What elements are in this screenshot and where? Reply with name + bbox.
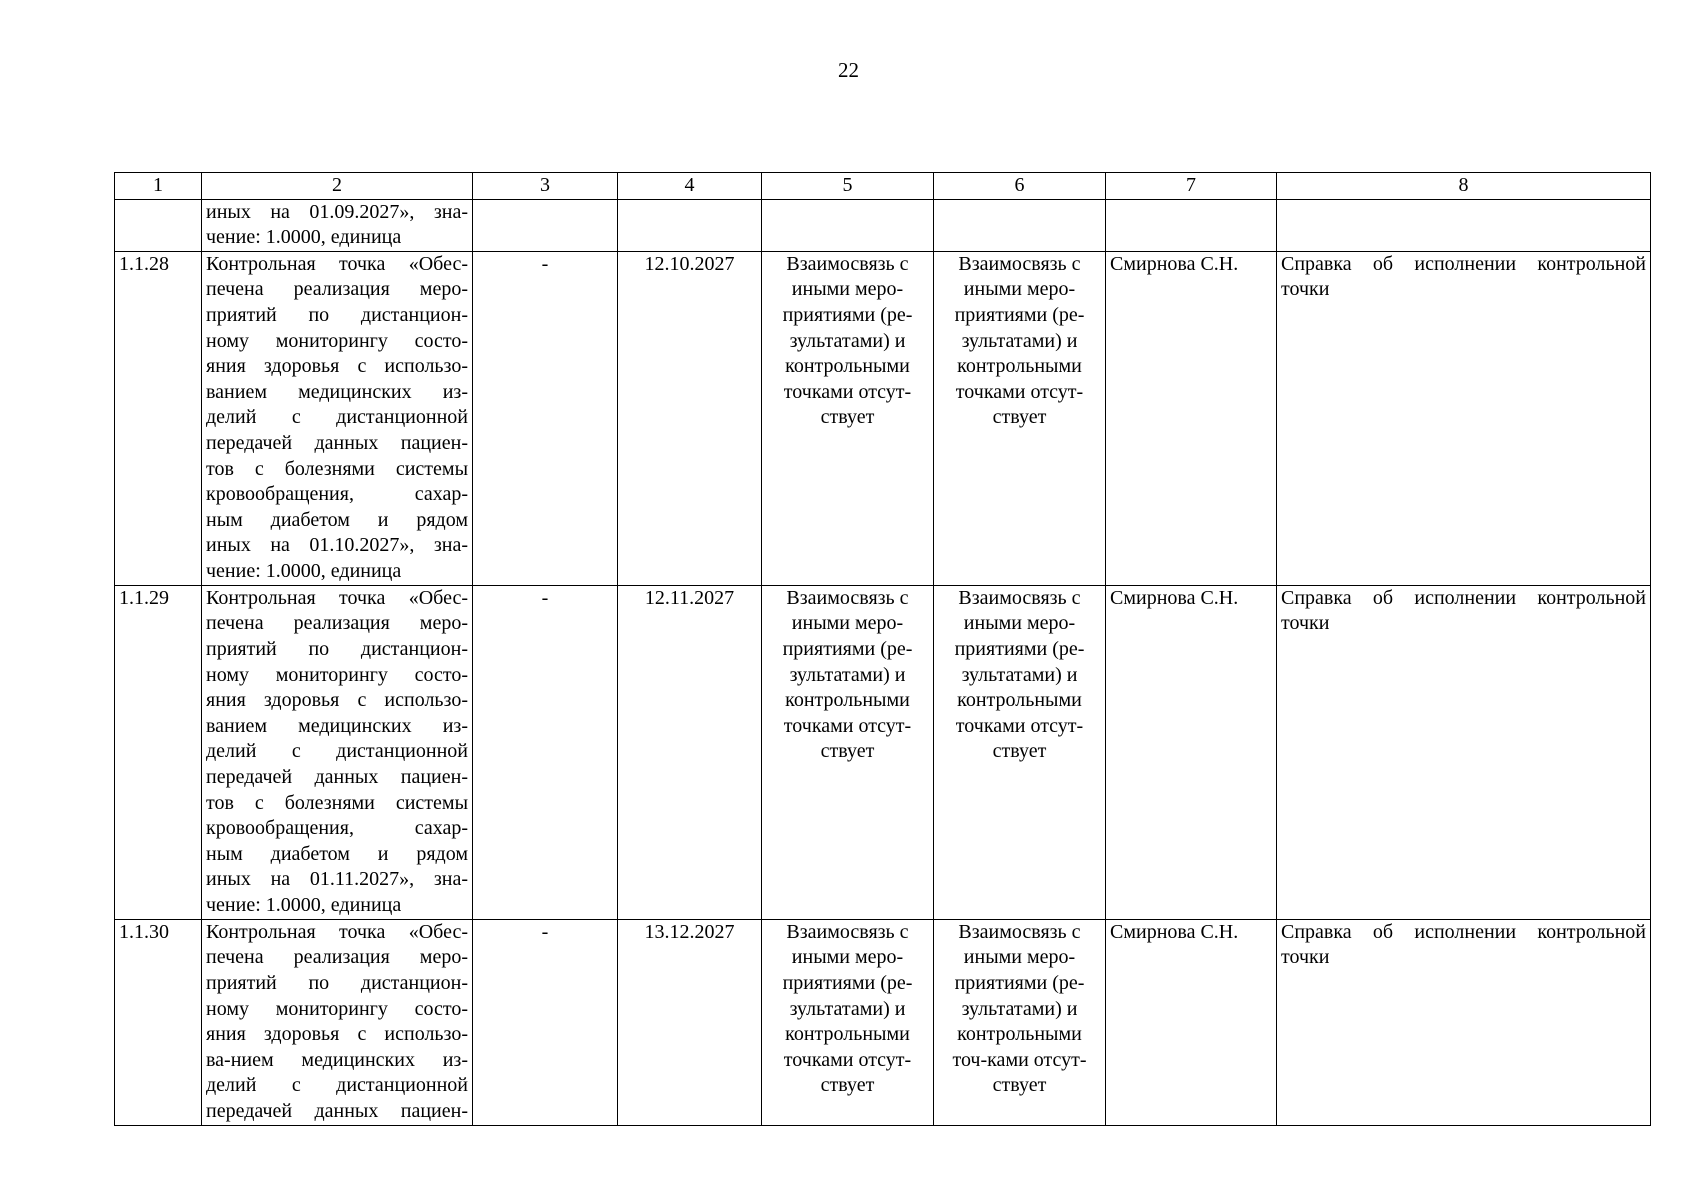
text-line: зультатами) и — [961, 329, 1078, 352]
header-col-5: 5 — [762, 173, 934, 200]
text-line: приятиями (ре- — [954, 637, 1085, 660]
text-line: приятий по дистанцион- — [206, 971, 468, 994]
text-line: контрольными — [785, 355, 910, 378]
cell-relation-1 — [762, 919, 934, 1125]
text-line: ствует — [992, 406, 1047, 429]
text-line: ствует — [820, 1074, 875, 1097]
text-line: Справка об исполнении контрольной — [1281, 586, 1646, 609]
header-row — [115, 173, 1651, 200]
text-line: приятий по дистанцион- — [206, 637, 468, 660]
text-line: зультатами) и — [789, 329, 906, 352]
text-line: ному мониторингу состо- — [206, 663, 468, 686]
text-line: яния здоровья с использо- — [206, 355, 468, 378]
cell-col8 — [1277, 199, 1651, 251]
text-line: иных на 01.11.2027», зна- — [206, 868, 468, 891]
text-line: точками отсут- — [783, 714, 912, 737]
text-line: ным диабетом и рядом — [206, 508, 468, 531]
text-line: тов с болезнями системы — [206, 457, 468, 480]
text-line: зультатами) и — [961, 663, 1078, 686]
header-col-2: 2 — [202, 173, 473, 200]
table-row — [115, 585, 1651, 919]
text-line: Взаимосвязь с — [958, 586, 1081, 609]
text-line: Справка об исполнении контрольной — [1281, 920, 1646, 943]
cell-relation-2 — [934, 919, 1106, 1125]
header-col-3: 3 — [473, 173, 618, 200]
text-line: делий с дистанционной — [206, 740, 468, 763]
text-line: передачей данных пациен- — [206, 431, 468, 454]
page-number: 22 — [838, 58, 859, 82]
cell-col3: - — [473, 585, 618, 919]
text-line: яния здоровья с использо- — [206, 1023, 468, 1046]
text-line: печена реализация меро- — [206, 278, 468, 301]
text-line: чение: 1.0000, единица — [206, 226, 402, 249]
text-line: зультатами) и — [961, 997, 1078, 1020]
cell-col3 — [473, 199, 618, 251]
cell-description — [202, 919, 473, 1125]
cell-col4 — [618, 199, 762, 251]
text-line: зультатами) и — [789, 663, 906, 686]
text-line: иными меро- — [791, 612, 904, 635]
text-line: ному мониторингу состо- — [206, 997, 468, 1020]
header-col-6: 6 — [934, 173, 1106, 200]
text-line: иными меро- — [791, 946, 904, 969]
text-line: приятиями (ре- — [782, 637, 913, 660]
table-row-continuation — [115, 199, 1651, 251]
text-line: точками отсут- — [783, 1048, 912, 1071]
cell-date: 12.11.2027 — [618, 585, 762, 919]
text-line: печена реализация меро- — [206, 946, 468, 969]
text-line: приятиями (ре- — [782, 303, 913, 326]
text-line: яния здоровья с использо- — [206, 689, 468, 712]
text-line: ствует — [820, 406, 875, 429]
text-line: ствует — [992, 740, 1047, 763]
text-line: Контрольная точка «Обес- — [206, 586, 468, 609]
cell-responsible: Смирнова С.Н. — [1106, 919, 1277, 1125]
text-line: ствует — [992, 1074, 1047, 1097]
text-line: иными меро- — [963, 278, 1076, 301]
header-col-7: 7 — [1106, 173, 1277, 200]
cell-num — [115, 199, 202, 251]
text-line: передачей данных пациен- — [206, 765, 468, 788]
text-line: точки — [1281, 612, 1330, 635]
text-line: иных на 01.09.2027», зна- — [206, 200, 468, 223]
text-line: иных на 01.10.2027», зна- — [206, 534, 468, 557]
text-line: точ-ками отсут- — [952, 1048, 1087, 1071]
cell-date: 12.10.2027 — [618, 251, 762, 585]
text-line: зультатами) и — [789, 997, 906, 1020]
cell-document — [1277, 919, 1651, 1125]
text-line: Взаимосвязь с — [786, 586, 909, 609]
text-line: тов с болезнями системы — [206, 791, 468, 814]
cell-col5 — [762, 199, 934, 251]
text-line: Справка об исполнении контрольной — [1281, 252, 1646, 275]
text-line: ствует — [820, 740, 875, 763]
cell-date: 13.12.2027 — [618, 919, 762, 1125]
cell-col3: - — [473, 919, 618, 1125]
header-col-4: 4 — [618, 173, 762, 200]
table-row — [115, 251, 1651, 585]
text-line: ванием медицинских из- — [206, 714, 468, 737]
text-line: печена реализация меро- — [206, 612, 468, 635]
text-line: Контрольная точка «Обес- — [206, 252, 468, 275]
cell-relation-1 — [762, 585, 934, 919]
cell-col3: - — [473, 251, 618, 585]
text-line: приятиями (ре- — [954, 971, 1085, 994]
cell-document — [1277, 585, 1651, 919]
text-line: приятиями (ре- — [782, 971, 913, 994]
text-line: точками отсут- — [783, 380, 912, 403]
text-line: иными меро- — [791, 278, 904, 301]
text-line: Взаимосвязь с — [786, 252, 909, 275]
text-line: контрольными — [785, 689, 910, 712]
text-line: делий с дистанционной — [206, 406, 468, 429]
cell-description — [202, 199, 473, 251]
text-line: чение: 1.0000, единица — [206, 893, 402, 916]
control-points-table — [114, 172, 1651, 1126]
text-line: контрольными — [957, 355, 1082, 378]
text-line: Взаимосвязь с — [958, 252, 1081, 275]
text-line: точки — [1281, 278, 1330, 301]
text-line: ному мониторингу состо- — [206, 329, 468, 352]
text-line: делий с дистанционной — [206, 1074, 468, 1097]
cell-col6 — [934, 199, 1106, 251]
text-line: ным диабетом и рядом — [206, 842, 468, 865]
cell-relation-2 — [934, 251, 1106, 585]
text-line: иными меро- — [963, 612, 1076, 635]
text-line: передачей данных пациен- — [206, 1099, 468, 1122]
text-line: точками отсут- — [955, 714, 1084, 737]
header-col-1: 1 — [115, 173, 202, 200]
cell-num: 1.1.30 — [115, 919, 202, 1125]
text-line: Взаимосвязь с — [786, 920, 909, 943]
cell-col7 — [1106, 199, 1277, 251]
cell-relation-2 — [934, 585, 1106, 919]
cell-relation-1 — [762, 251, 934, 585]
text-line: точки — [1281, 946, 1330, 969]
text-line: иными меро- — [963, 946, 1076, 969]
text-line: Контрольная точка «Обес- — [206, 920, 468, 943]
text-line: приятиями (ре- — [954, 303, 1085, 326]
header-col-8: 8 — [1277, 173, 1651, 200]
text-line: контрольными — [957, 1023, 1082, 1046]
cell-description — [202, 251, 473, 585]
cell-responsible: Смирнова С.Н. — [1106, 251, 1277, 585]
text-line: точками отсут- — [955, 380, 1084, 403]
cell-num: 1.1.29 — [115, 585, 202, 919]
text-line: кровообращения, сахар- — [206, 817, 468, 840]
text-line: ва-нием медицинских из- — [206, 1048, 468, 1071]
text-line: кровообращения, сахар- — [206, 483, 468, 506]
text-line: контрольными — [957, 689, 1082, 712]
cell-document — [1277, 251, 1651, 585]
cell-responsible: Смирнова С.Н. — [1106, 585, 1277, 919]
text-line: контрольными — [785, 1023, 910, 1046]
cell-num: 1.1.28 — [115, 251, 202, 585]
cell-description — [202, 585, 473, 919]
text-line: Взаимосвязь с — [958, 920, 1081, 943]
text-line: ванием медицинских из- — [206, 380, 468, 403]
text-line: приятий по дистанцион- — [206, 303, 468, 326]
table-row — [115, 919, 1651, 1125]
text-line: чение: 1.0000, единица — [206, 559, 402, 582]
